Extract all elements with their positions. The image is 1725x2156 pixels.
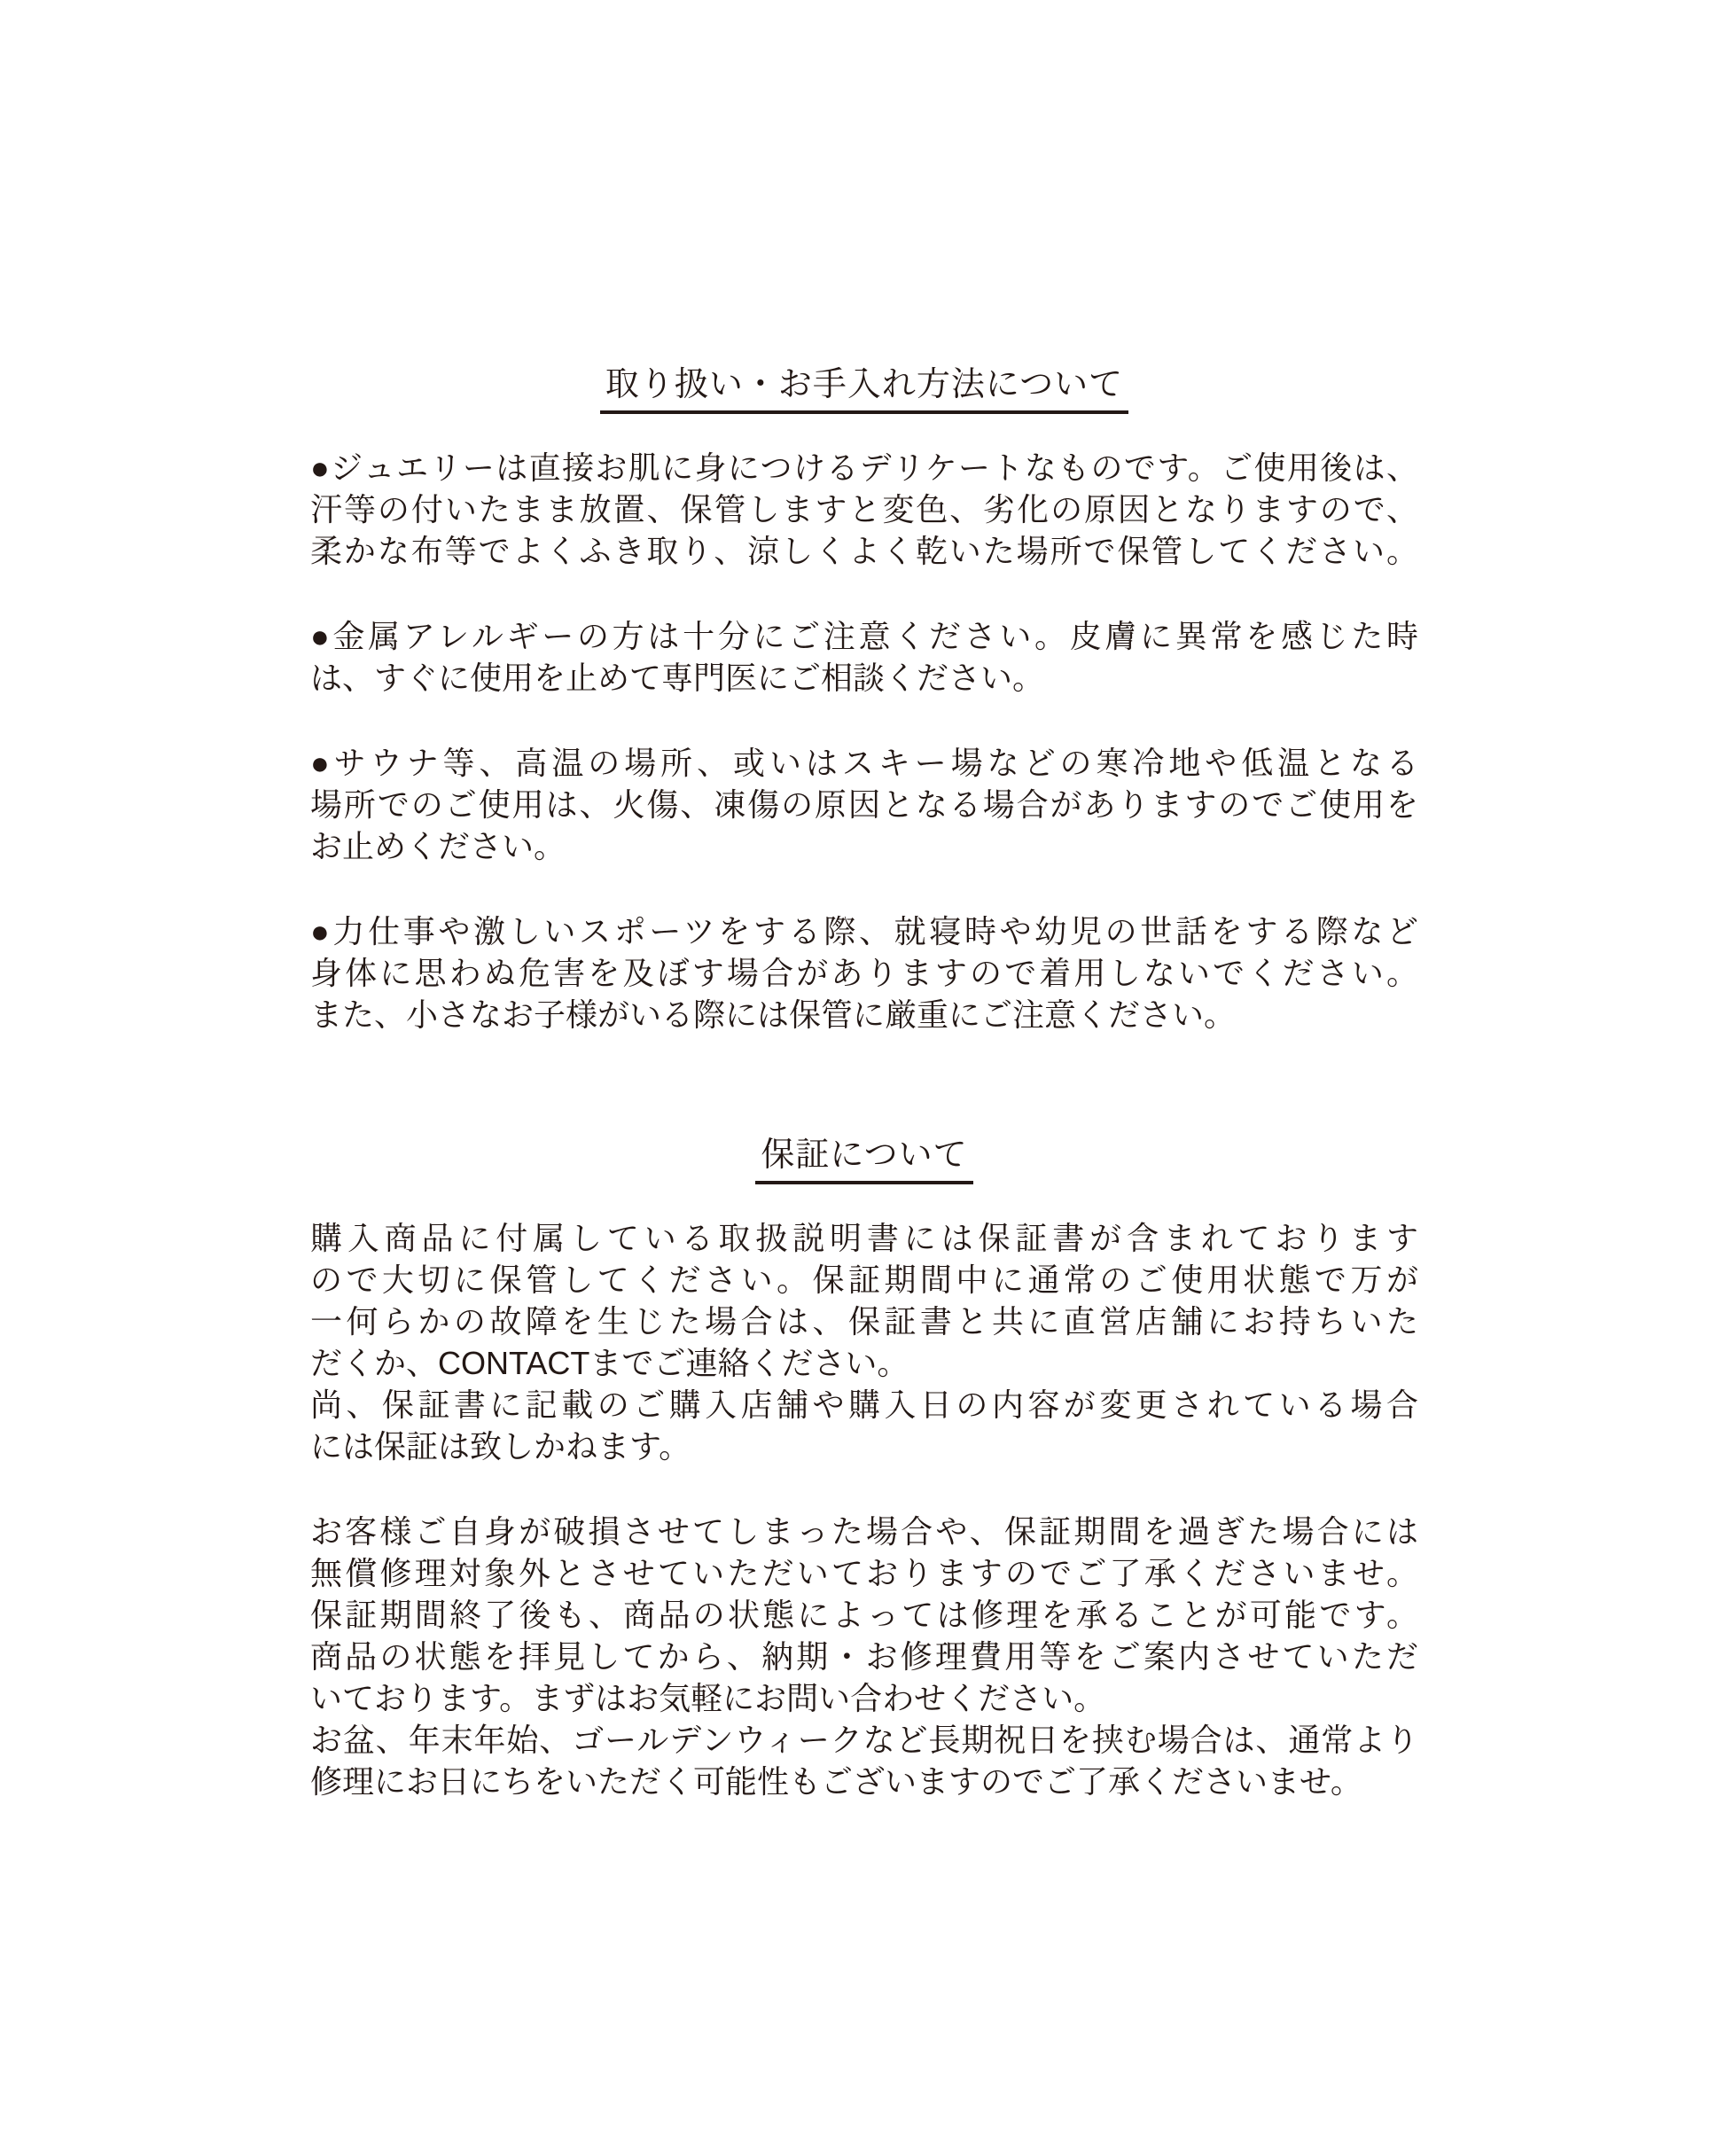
text-line: 購入商品に付属している取扱説明書には保証書が含まれております [310, 1220, 1418, 1256]
section-heading [310, 368, 1418, 414]
text-line: は、すぐに使用を止めて専門医にご相談ください。 [310, 660, 1045, 696]
text-line: お止めください。 [310, 828, 566, 864]
text-line: ●サウナ等、高温の場所、或いはスキー場などの寒冷地や低温となる [310, 745, 1418, 781]
text-line: 場所でのご使用は、火傷、凍傷の原因となる場合がありますのでご使用を [310, 786, 1418, 823]
section-warranty [310, 1138, 1418, 1802]
text-line: 尚、保証書に記載のご購入店舗や購入日の内容が変更されている場合 [310, 1387, 1418, 1423]
paragraph-warranty-card [310, 1217, 1418, 1467]
paragraph-metal-allergy [310, 615, 1418, 699]
paragraph-temperature-warning [310, 742, 1418, 867]
section-heading [310, 1138, 1418, 1184]
text-line: いております。まずはお気軽にお問い合わせください。 [310, 1680, 1106, 1716]
text-line: ●ジュエリーは直接お肌に身につけるデリケートなものです。ご使用後は、 [310, 449, 1418, 486]
text-line: 商品の状態を拝見してから、納期・お修理費用等をご案内させていただ [310, 1638, 1418, 1675]
text-line: ●力仕事や激しいスポーツをする際、就寝時や幼児の世話をする際など [310, 913, 1418, 949]
paragraph-activity-warning [310, 910, 1418, 1035]
text-line: お客様ご自身が破損させてしまった場合や、保証期間を過ぎた場合には [310, 1513, 1418, 1550]
text-line: 柔かな布等でよくふき取り、涼しくよく乾いた場所で保管してください。 [310, 533, 1418, 569]
text-line: 一何らかの故障を生じた場合は、保証書と共に直営店舗にお持ちいた [310, 1303, 1418, 1340]
care-and-warranty-notes [310, 0, 1418, 1802]
paragraph-repair-policy [310, 1511, 1418, 1802]
section-title-handling-care: 取り扱い・お手入れ方法について [600, 368, 1128, 414]
text-line: だくか、CONTACTまでご連絡ください。 [310, 1345, 909, 1381]
text-line: 無償修理対象外とさせていただいておりますのでご了承くださいませ。 [310, 1555, 1418, 1591]
text-line: 身体に思わぬ危害を及ぼす場合がありますので着用しないでください。 [310, 955, 1418, 991]
text-line: 保証期間終了後も、商品の状態によっては修理を承ることが可能です。 [310, 1597, 1418, 1633]
paragraph-jewelry-care [310, 447, 1418, 572]
section-handling-care [310, 368, 1418, 1035]
text-line: 修理にお日にちをいただく可能性もございますのでご了承くださいませ。 [310, 1763, 1362, 1800]
text-line: には保証は致しかねます。 [310, 1428, 691, 1465]
text-line: お盆、年末年始、ゴールデンウィークなど長期祝日を挟む場合は、通常より [310, 1722, 1418, 1758]
text-line: 汗等の付いたまま放置、保管しますと変色、劣化の原因となりますので、 [310, 491, 1418, 527]
text-line: また、小さなお子様がいる際には保管に厳重にご注意ください。 [310, 996, 1237, 1033]
text-line: ので大切に保管してください。保証期間中に通常のご使用状態で万が [310, 1262, 1418, 1298]
section-title-warranty: 保証について [755, 1138, 972, 1184]
text-line: ●金属アレルギーの方は十分にご注意ください。皮膚に異常を感じた時 [310, 618, 1418, 654]
